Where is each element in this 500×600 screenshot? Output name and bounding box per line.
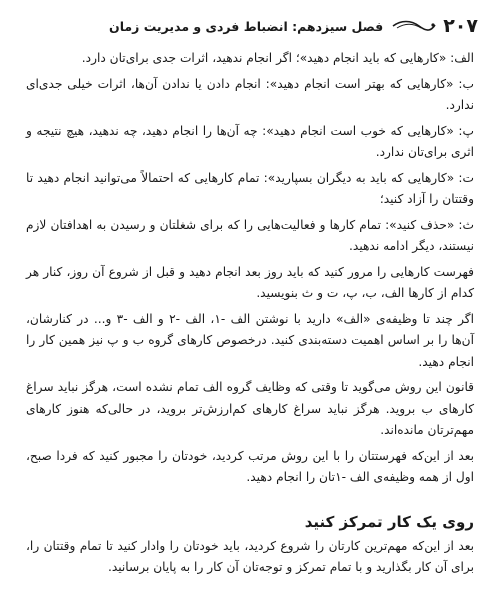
paragraph-category-th: ث: «حذف کنید»: تمام کارها و فعالیت‌هایی را که برای شغلتان و رسیدن به اهدافتان لازم نیستند، دیگر ادامه ندهید. [26,217,474,253]
main-text [26,48,474,493]
paragraph-review-list: فهرست کارهایی را مرور کنید که باید روز بعد انجام دهید و قبل از شروع آن روز، کنار هر کدام از کارها الف، ب، پ، ت و ث بنویسید. [26,264,474,300]
paragraph-category-t: ت: «کارهایی که باید به دیگران بسپارید»: تمام کارهایی که احتمالاً می‌توانید انجام دهید تا وقتتان را آزاد کنید؛ [26,170,474,206]
paragraph-category-b: ب: «کارهایی که بهتر است انجام دهید»: انجام دادن یا ندادن آن‌ها، اثرات خیلی جدی‌ای ندارد. [26,76,474,112]
page-number: ۲۰۷ [443,15,478,37]
section-heading: روی یک کار تمرکز کنید [304,513,474,531]
paragraph-focus: بعد از این‌که مهم‌ترین کارتان را شروع کردید، باید خودتان را وادار کنید تا تمام وقتتان را، برای آن کار بگذارید و با تمام تمرکز و توجه‌تان آن کار را به پایان برسانید. [26,539,474,574]
paragraph-category-a: الف: «کارهایی که باید انجام دهید»؛ اگر انجام ندهید، اثرات جدی برای‌تان دارد. [81,51,474,65]
swirl-ornament-icon [391,19,437,33]
paragraph-ranking: اگر چند تا وظیفه‌ی «الف» دارید با نوشتن الف -۱، الف -۲ و الف -۳ و... در کنارشان، آن‌ها را بر اساس اهمیت دسته‌بندی کنید. درخصوص کارهای گروه ب و پ نیز همین کار را انجام دهید. [26,311,474,369]
page-header [22,12,478,40]
paragraph-category-p: پ: «کارهایی که خوب است انجام دهید»: چه آن‌ها را انجام دهید، چه ندهید، هیچ نتیجه و اثری برای‌تان ندارد. [26,123,474,159]
paragraph-start-morning: بعد از این‌که فهرستتان را با این روش مرتب کردید، خودتان را مجبور کنید که فردا صبح، اول از همه وظیفه‌ی الف -۱تان را انجام دهید. [26,448,474,484]
paragraph-rule: قانون این روش می‌گوید تا وقتی که وظایف گروه الف تمام نشده است، هرگز نباید سراغ کارهای ب بروید. هرگز نباید سراغ کارهای کم‌ارزش‌تر بروید، در حالی‌که هنوز کارهای مهم‌ترتان مانده‌اند. [26,380,474,437]
section-body [26,536,474,578]
running-title: فصل سیزدهم: انضباط فردی و مدیریت زمان [109,18,384,34]
